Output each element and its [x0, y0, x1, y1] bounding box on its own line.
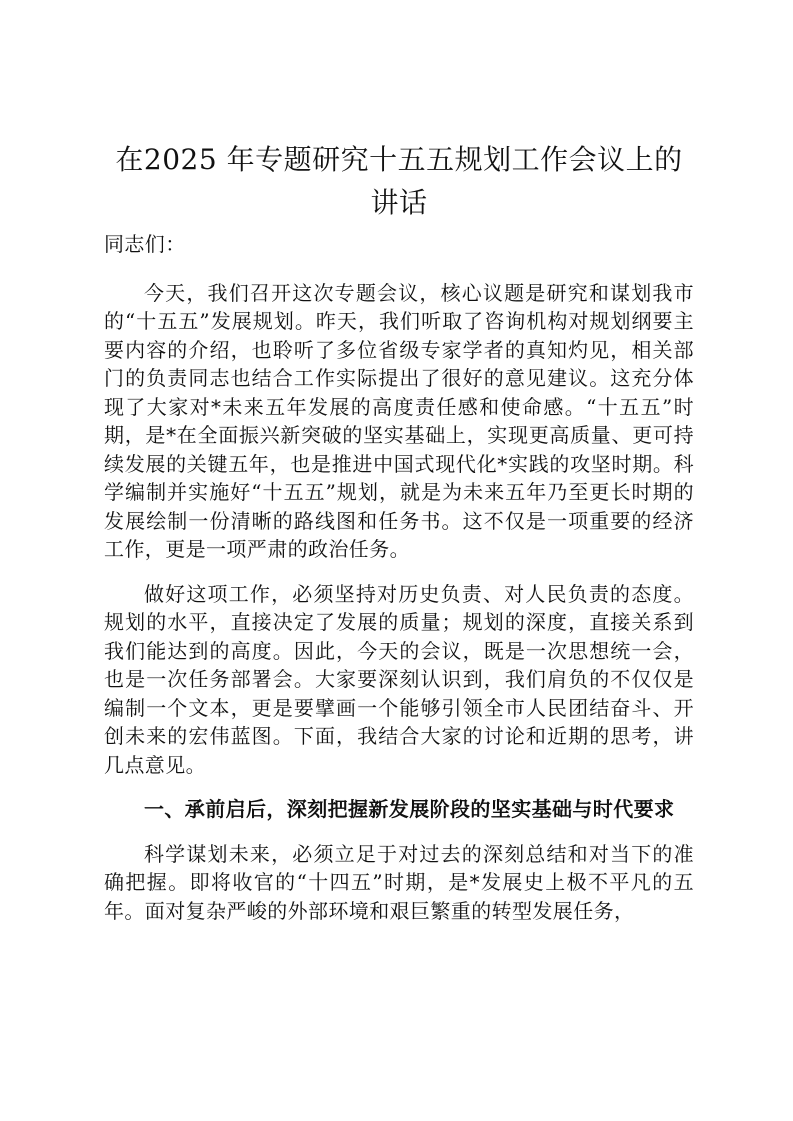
paragraph-2: 做好这项工作，必须坚持对历史负责、对人民负责的态度。规划的水平，直接决定了发展的质量；规划的深度，直接关系到我们能达到的高度。因此，今天的会议，既是一次思想统一会，也是一次任务部署会。大家要深刻认识到，我们肩负的不仅仅是编制一个文本，更是要擘画一个能够引领全市人民团结奋斗、开创未来的宏伟蓝图。下面，我结合大家的讨论和近期的思考，讲几点意见。 [104, 581, 694, 777]
greeting: 同志们： [104, 232, 186, 256]
document-title: 在2025 年专题研究十五五规划工作会议上的讲话 [115, 143, 683, 219]
paragraph-1: 今天，我们召开这次专题会议，核心议题是研究和谋划我市的“十五五”发展规划。昨天，我们听取了咨询机构对规划纲要主要内容的介绍，也聆听了多位省级专家学者的真知灼见，相关部门的负责同志也结合工作实际提出了很好的意见建议。这充分体现了大家对*未来五年发展的高度责任感和使命感。“十五五”时期，是*在全面振兴新突破的坚实基础上，实现更高质量、更可持续发展的关键五年，也是推进中国式现代化*实践的攻坚时期。科学编制并实施好“十五五”规划，就是为未来五年乃至更长时期的发展绘制一份清晰的路线图和任务书。这不仅是一项重要的经济工作，更是一项严肃的政治任务。 [104, 280, 694, 561]
section-heading: 一、承前启后，深刻把握新发展阶段的坚实基础与时代要求 [144, 797, 675, 821]
paragraph-3: 科学谋划未来，必须立足于对过去的深刻总结和对当下的准确把握。即将收官的“十四五”时期，是*发展史上极不平凡的五年。面对复杂严峻的外部环境和艰巨繁重的转型发展任务， [104, 841, 694, 923]
document-body [104, 230, 694, 941]
